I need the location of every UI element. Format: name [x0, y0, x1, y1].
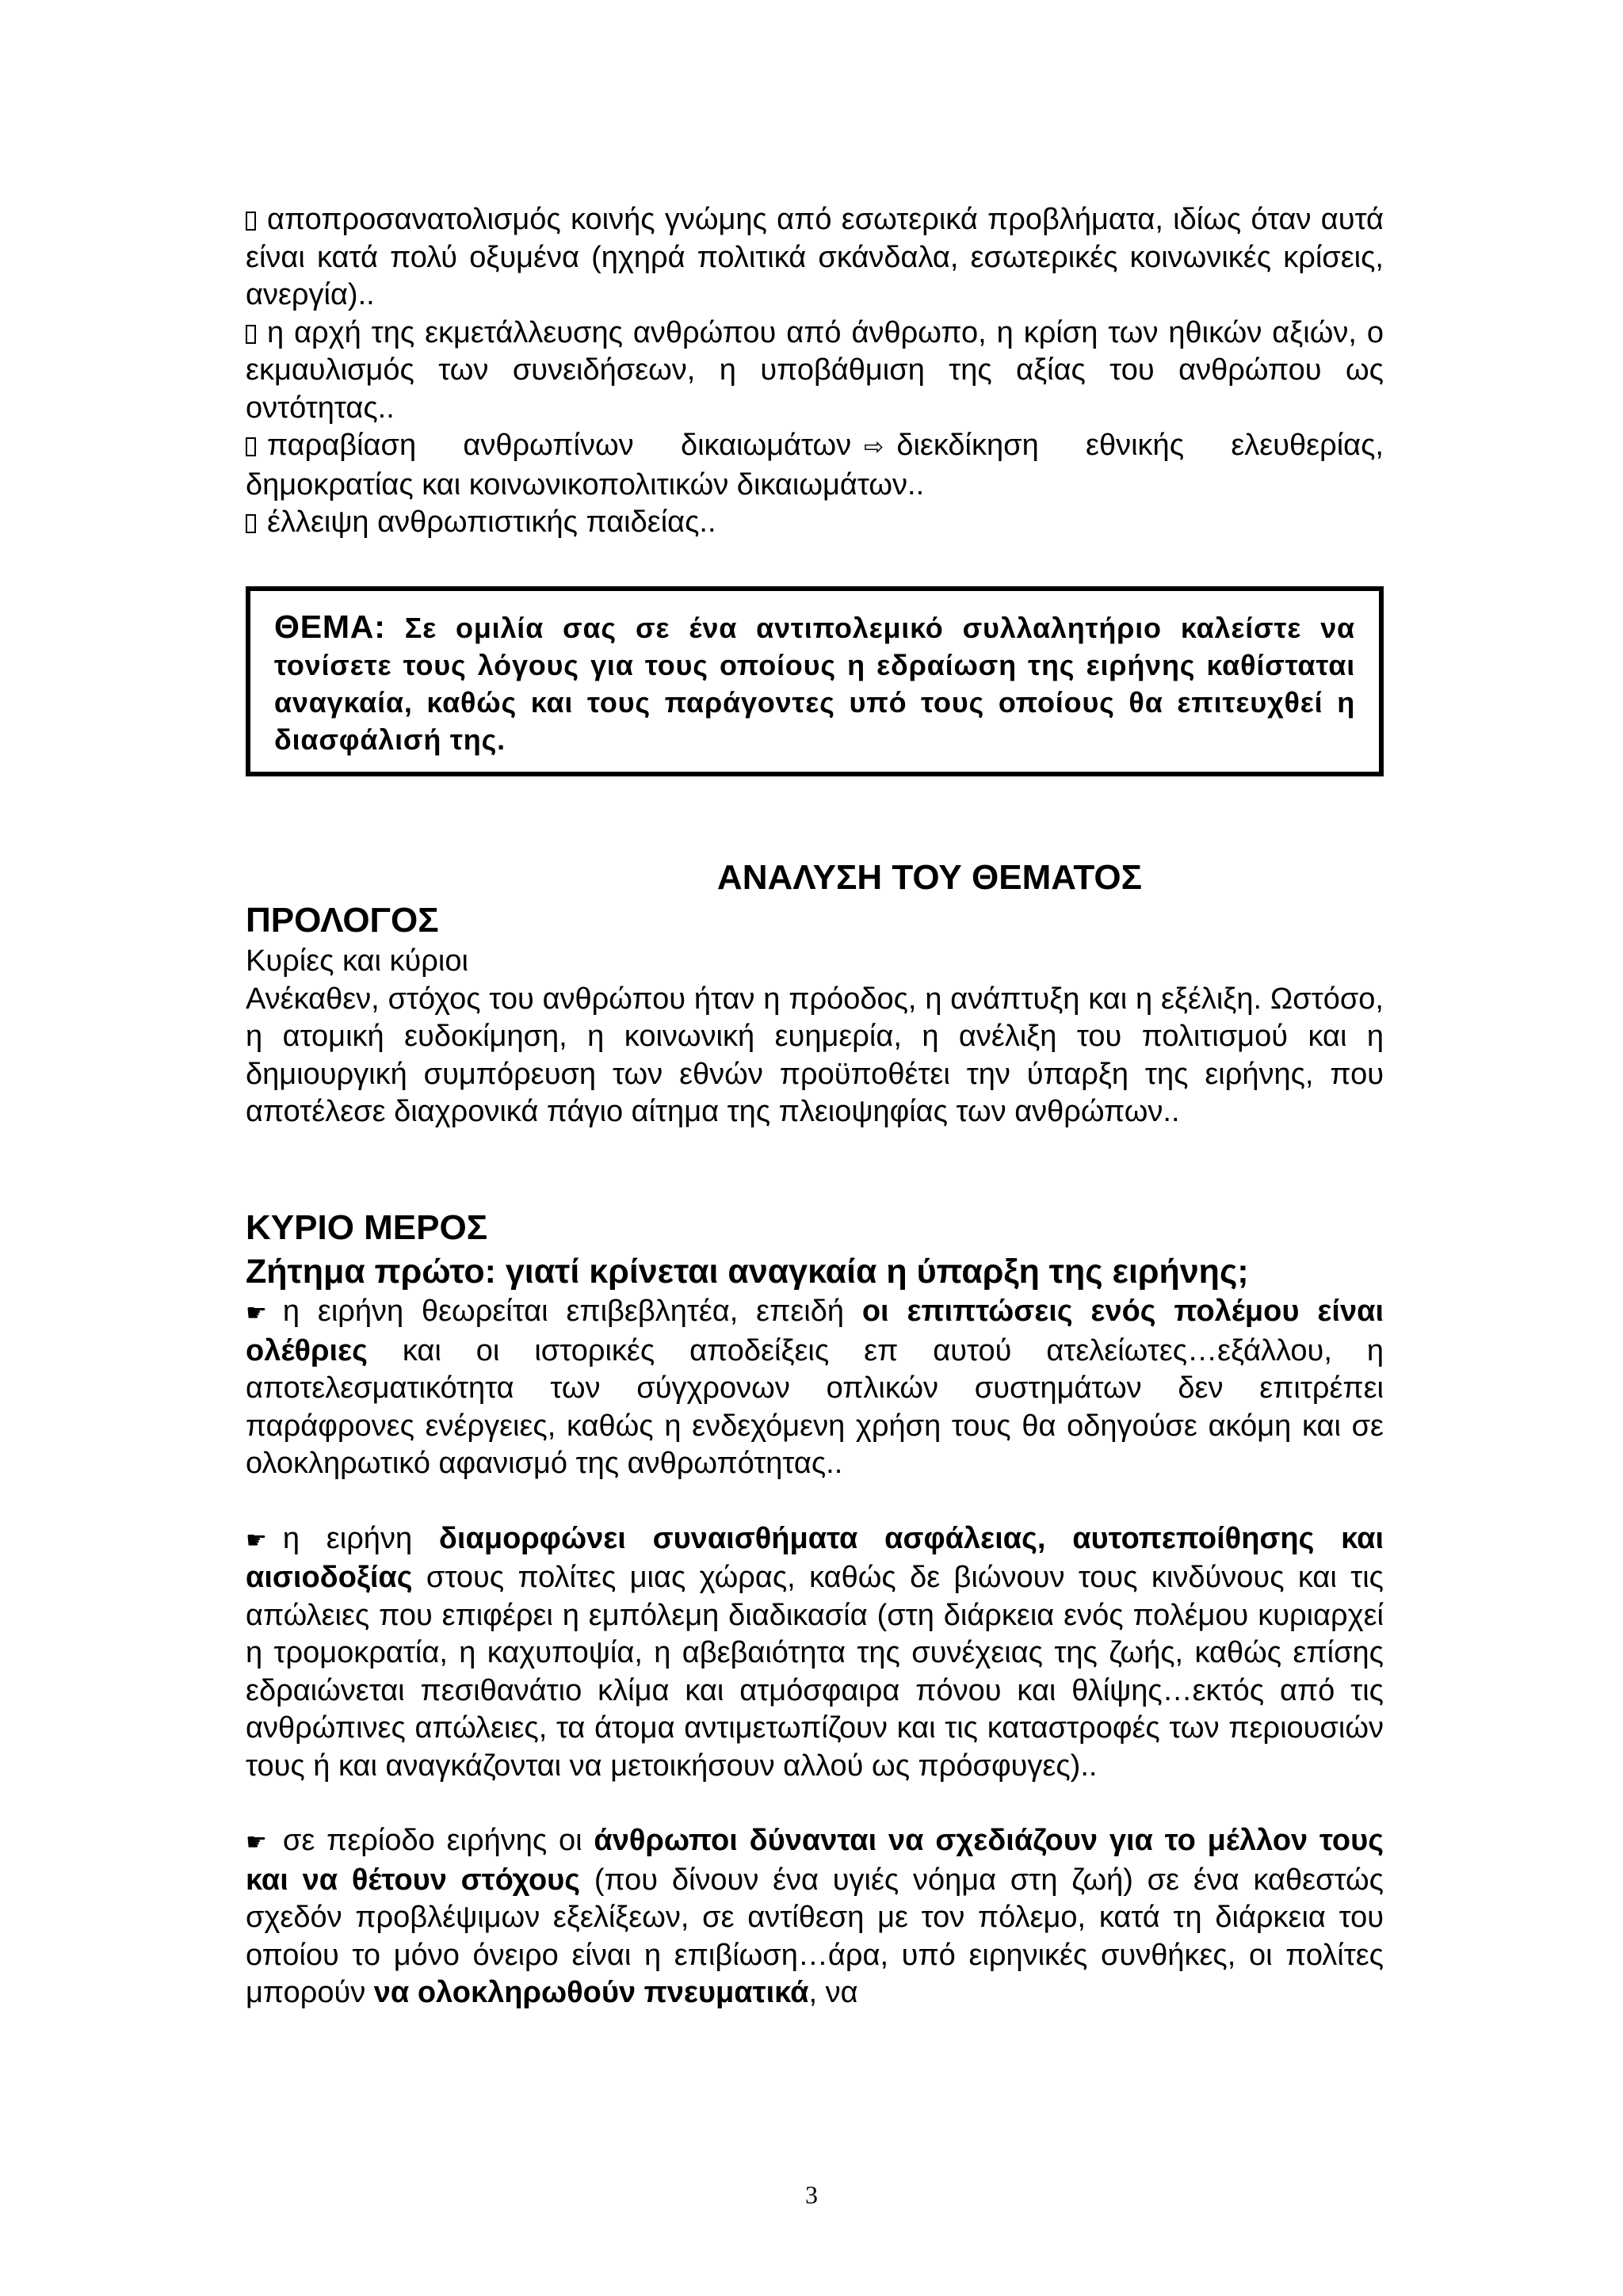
main-paragraph-2: ☛ η ειρήνη διαμορφώνει συναισθήματα ασφάλειας, αυτοπεποίθησης και αισιοδοξίας στους πολίτες μιας χώρας, καθώς δε βιώνουν τους κινδύνους και τις απώλειες που επιφέρει η εμπόλεμη διαδικασία (στη διάρκεια ενός πολέμου κυριαρχεί η τρομοκρατία, η καχυποψία, η αβεβαιότητα της συνέχειας της ζωής, καθώς επίσης εδραιώνεται πεσιθανάτιο κλίμα και ατμόσφαιρα πόνου και θλίψης…εκτός από τις ανθρώπινες απώλειες, τα άτομα αντιμετωπίζουν και τις καταστροφές των περιουσιών τους ή και αναγκάζονται να μετοικήσουν αλλού ως πρόσφυγες)..: [246, 1521, 1384, 1783]
pointing-hand-icon: ☛: [246, 1526, 267, 1554]
prologue-text: Ανέκαθεν, στόχος του ανθρώπου ήταν η πρόοδος, η ανάπτυξη και η εξέλιξη. Ωστόσο, η ατομική ευδοκίμηση, η κοινωνική ευημερία, η ανέλιξη του πολιτισμού και η δημιουργική συμπόρευση των εθνών προϋποθέτει την ύπαρξη της ειρήνης, που αποτέλεσε διαχρονικά πάγιο αίτημα της πλειοψηφίας των ανθρώπων..: [246, 982, 1384, 1128]
intro-item-3: παραβίαση ανθρωπίνων δικαιωμάτων ⇨ διεκδίκηση εθνικής ελευθερίας, δημοκρατίας και κοινωνικοπολιτικών δικαιωμάτων..: [246, 429, 1384, 502]
square-bullet-icon: [246, 514, 256, 533]
pointing-hand-icon: ☛: [246, 1829, 267, 1856]
prologue-heading: ΠΡΟΛΟΓΟΣ: [246, 901, 439, 940]
question-heading: Ζήτημα πρώτο: γιατί κρίνεται αναγκαία η ύπαρξη της ειρήνης;: [246, 1253, 1249, 1291]
intro-item-4: έλλειψη ανθρωπιστικής παιδείας..: [246, 504, 1384, 542]
prologue-section: [246, 898, 1384, 1131]
square-bullet-icon: [246, 325, 256, 344]
page-number: 3: [805, 2180, 818, 2209]
main-paragraph-3: ☛ σε περίοδο ειρήνης οι άνθρωποι δύνανται να σχεδιάζουν για το μέλλον τους και να θέτουν στόχους (που δίνουν ένα υγιές νόημα στη ζωή) σε ένα καθεστώς σχεδόν προβλέψιμων εξελίξεων, σε αντίθεση με τον πόλεμο, κατά τη διάρκεια του οποίου το μόνο όνειρο είναι η επιβίωση…άρα, υπό ειρηνικές συνθήκες, οι πολίτες μπορούν να ολοκληρωθούν πνευματικά, να: [246, 1824, 1384, 2009]
intro-item-2: η αρχή της εκμετάλλευσης ανθρώπου από άνθρωπο, η κρίση των ηθικών αξιών, ο εκμαυλισμός των συνειδήσεων, η υποβάθμιση της αξίας του ανθρώπου ως οντότητας..: [246, 315, 1384, 425]
main-section: [246, 1206, 1384, 2012]
prologue-greeting: Κυρίες και κύριοι: [246, 944, 468, 978]
paragraph-spacer: [246, 1483, 1384, 1520]
topic-text: ΘΕΜΑ: Σε ομιλία σας σε ένα αντιπολεμικό συλλαλητήριο καλείστε να τονίσετε τους λόγους για τους οποίους η εδραίωση της ειρήνης καθίσταται αναγκαία, καθώς και τους παράγοντες υπό τους οποίους θα επιτευχθεί η διασφάλισή της.: [274, 608, 1355, 756]
analysis-title: ΑΝΑΛΥΣΗ ΤΟΥ ΘΕΜΑΤΟΣ: [716, 858, 1143, 897]
arrow-right-icon: ⇨: [864, 433, 884, 461]
square-bullet-icon: [246, 212, 256, 231]
pointing-hand-icon: ☛: [246, 1299, 267, 1327]
topic-label: ΘΕΜΑ:: [274, 608, 386, 645]
analysis-section: [246, 856, 1384, 900]
paragraph-spacer: [246, 1785, 1384, 1822]
intro-item-1: αποπροσανατολισμός κοινής γνώμης από εσωτερικά προβλήματα, ιδίως όταν αυτά είναι κατά πολύ οξυμένα (ηχηρά πολιτικά σκάνδαλα, εσωτερικές κοινωνικές κρίσεις, ανεργία)..: [246, 203, 1384, 311]
topic-box: [246, 586, 1384, 776]
intro-list: [246, 201, 1384, 542]
main-paragraph-1: ☛ η ειρήνη θεωρείται επιβεβλητέα, επειδή οι επιπτώσεις ενός πολέμου είναι ολέθριες και οι ιστορικές αποδείξεις επ αυτού ατελείωτες…εξάλλου, η αποτελεσματικότητα των σύγχρονων οπλικών συστημάτων δεν επιτρέπει παράφρονες ενέργειες, καθώς η ενδεχόμενη χρήση τους θα οδηγούσε ακόμη και σε ολοκληρωτικό αφανισμό της ανθρωπότητας..: [246, 1295, 1384, 1480]
main-heading: ΚΥΡΙΟ ΜΕΡΟΣ: [246, 1208, 488, 1247]
square-bullet-icon: [246, 437, 256, 456]
